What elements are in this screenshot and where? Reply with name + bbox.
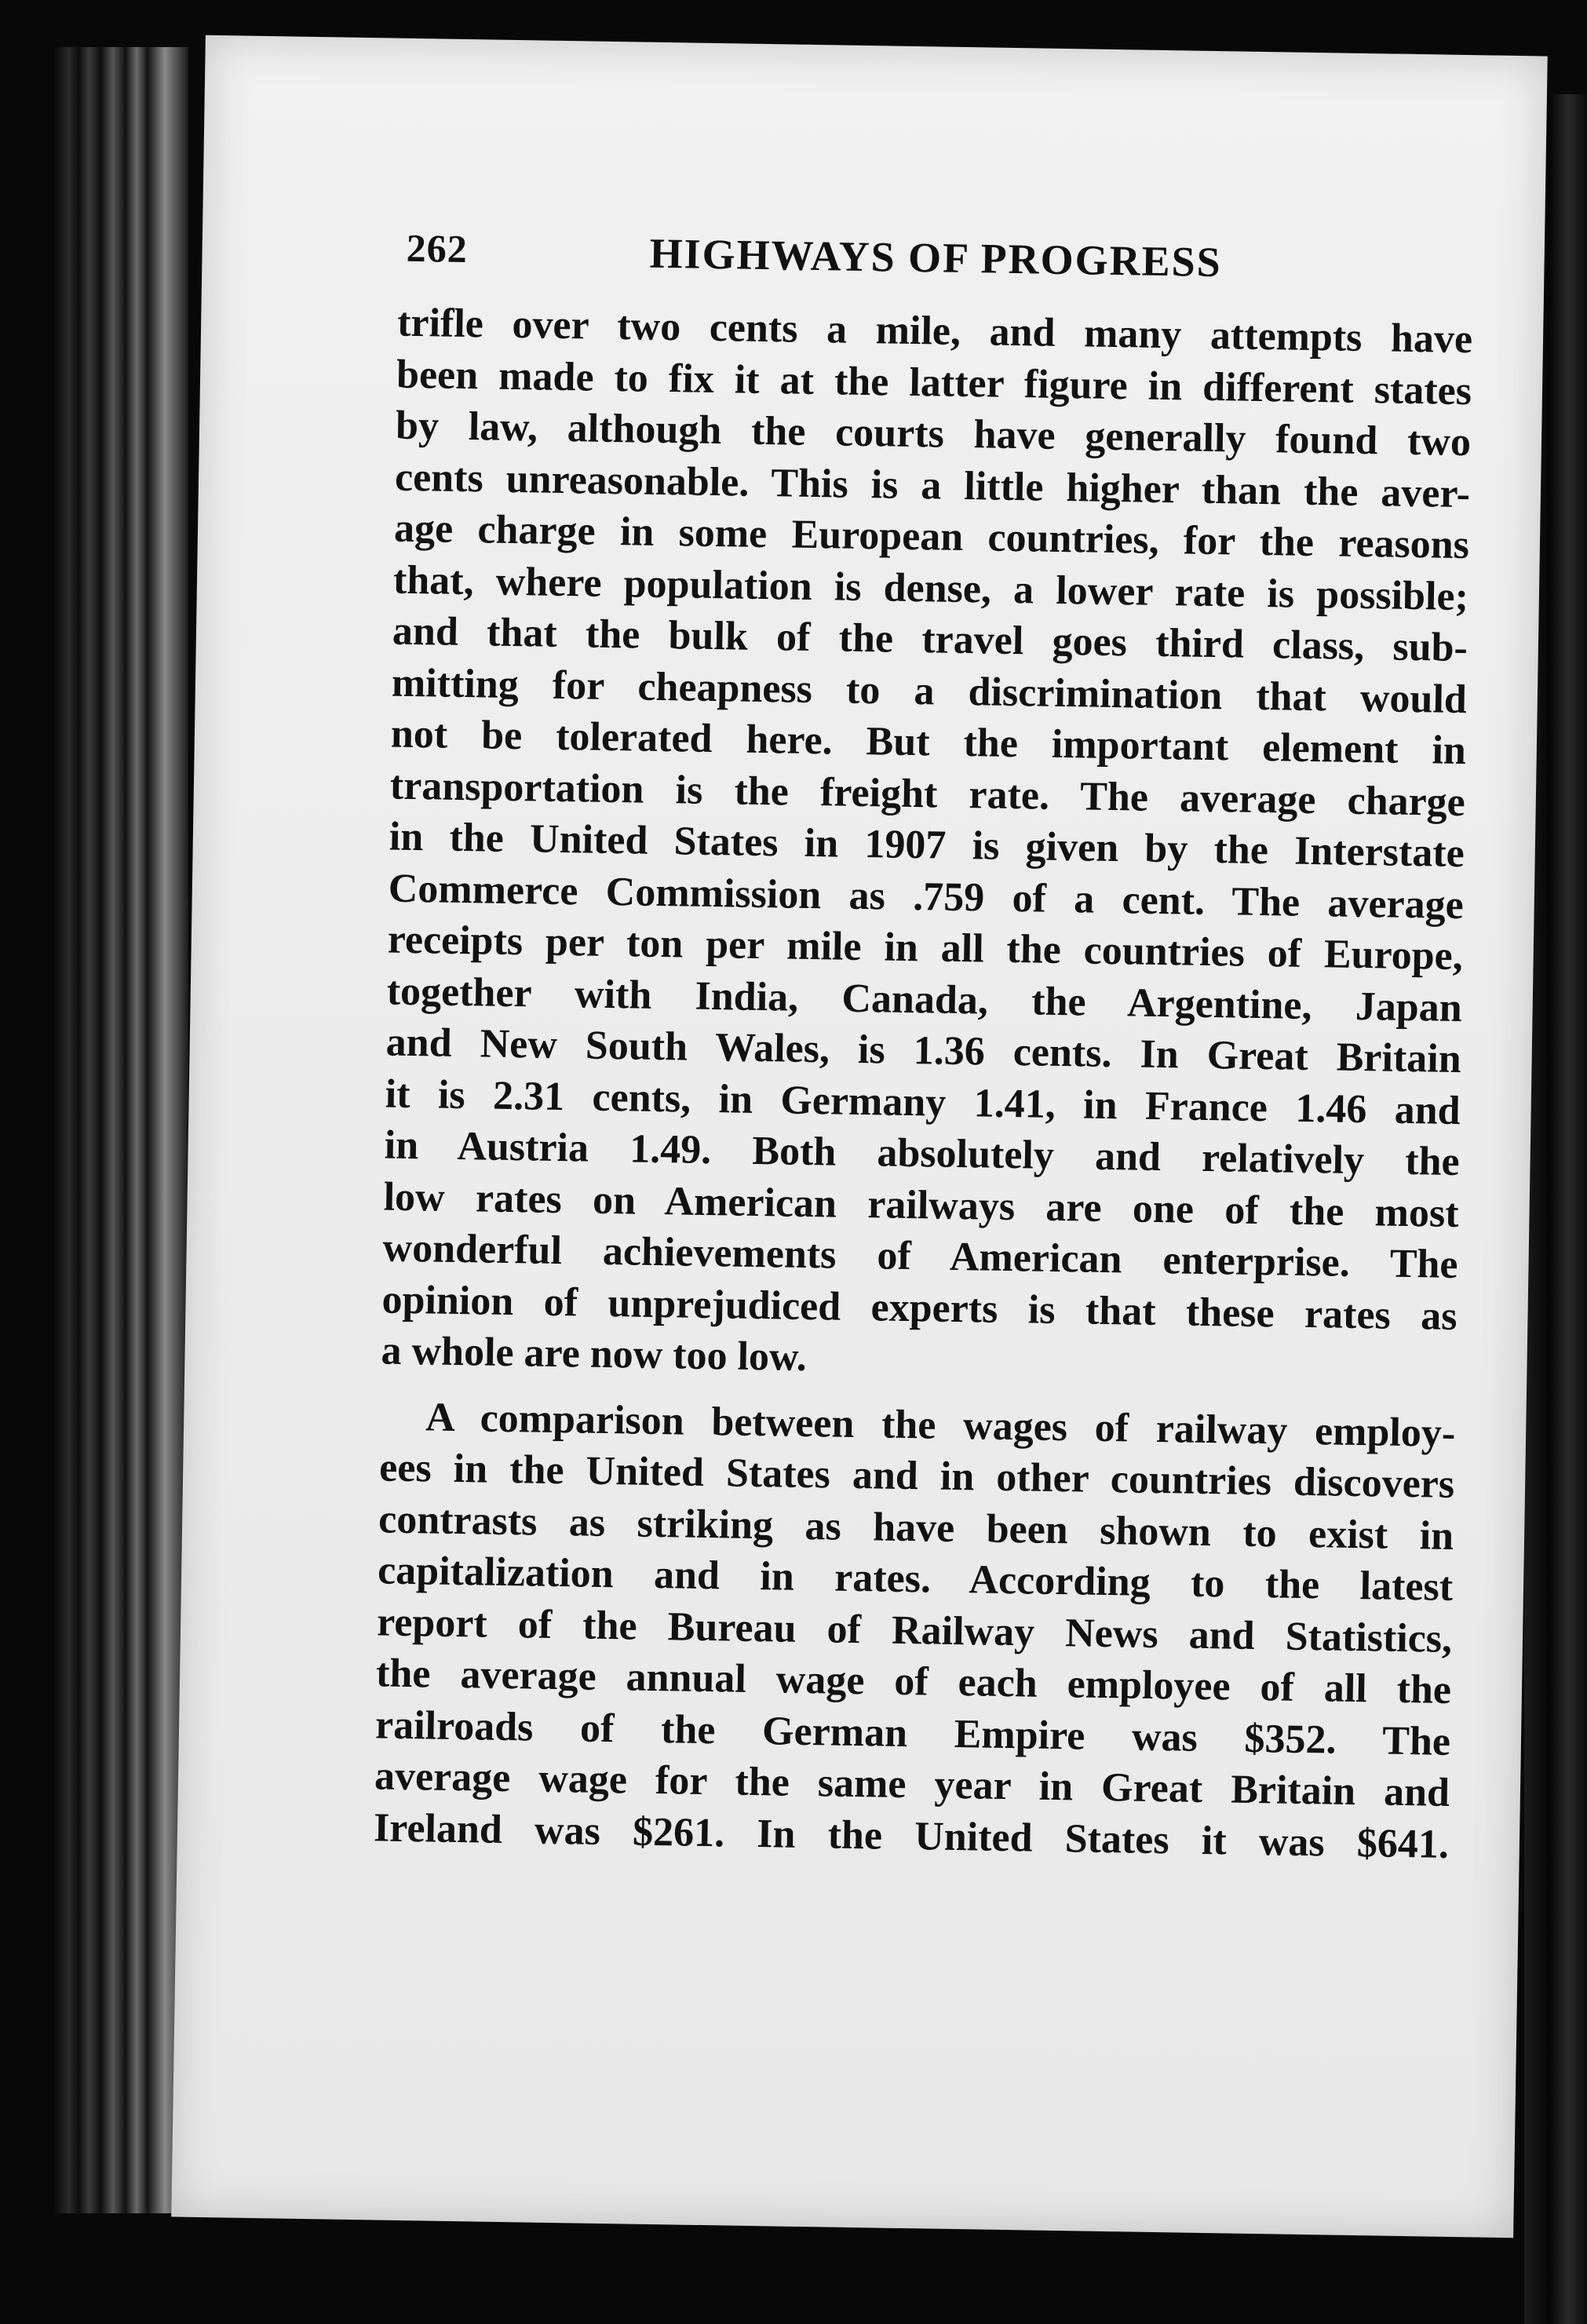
text-line: in Austria 1.49. Both absolutely and relatively the [384,1122,1461,1185]
book-spine [55,47,188,2213]
text-line: been made to fix it at the latter figure in different states [396,352,1472,414]
text-line: together with India, Canada, the Argentine, Japan [386,969,1463,1031]
running-head [406,225,1474,305]
text-line: trifle over two cents a mile, and many attempts have [396,300,1473,363]
paragraph-1 [381,297,1472,1394]
text-line: mitting for cheapness to a discrimination that would [391,660,1468,722]
text-line: receipts per ton per mile in all the countries of Europe, [387,917,1464,980]
text-line: the average annual wage of each employee of all the [375,1651,1452,1713]
paragraph-2 [374,1391,1456,1870]
text-line: A comparison between the wages of railway employ- [425,1394,1456,1456]
text-line: in the United States in 1907 is given by the Interstate [389,814,1465,877]
text-line: a whole are now too low. [381,1328,808,1380]
text-line: wonderful achievements of American enterprise. The [382,1225,1458,1287]
text-line: Commerce Commission as .759 of a cent. The average [388,866,1465,928]
book-title: HIGHWAYS OF PROGRESS [649,229,1223,286]
text-line: and that the bulk of the travel goes third class, sub- [392,608,1468,671]
text-line: average wage for the same year in Great Britain and [374,1753,1450,1815]
text-line: by law, although the courts have generally found two [395,403,1472,465]
text-line: transportation is the freight rate. The average charge [389,763,1466,825]
page-number: 262 [406,225,469,272]
text-line: opinion of unprejudiced experts is that these rates as [381,1276,1457,1339]
text-line: and New South Wales, is 1.36 cents. In Great Britain [385,1020,1462,1082]
text-line: Ireland was $261. In the United States it was $641. [373,1804,1450,1867]
page-sheet [171,35,1547,2238]
text-line: report of the Bureau of Railway News and Statistics, [376,1599,1453,1662]
text-line: railroads of the German Empire was $352. The [374,1702,1451,1764]
body-text [374,297,1473,1870]
text-line: it is 2.31 cents, in Germany 1.41, in France 1.46 and [385,1071,1461,1133]
text-line: low rates on American railways are one of the most [383,1173,1460,1236]
text-line: not be tolerated here. But the important element in [390,711,1467,774]
text-line: ees in the United States and in other countries discovers [378,1445,1455,1507]
text-line: that, where population is dense, a lower rate is possible; [392,557,1469,619]
text-line: contrasts as striking as have been shown to exist in [378,1496,1454,1559]
text-line: age charge in some European countries, for the reasons [393,505,1470,568]
text-line: cents unreasonable. This is a little higher than the aver- [394,454,1471,516]
text-line: capitalization and in rates. According to the latest [377,1548,1454,1610]
